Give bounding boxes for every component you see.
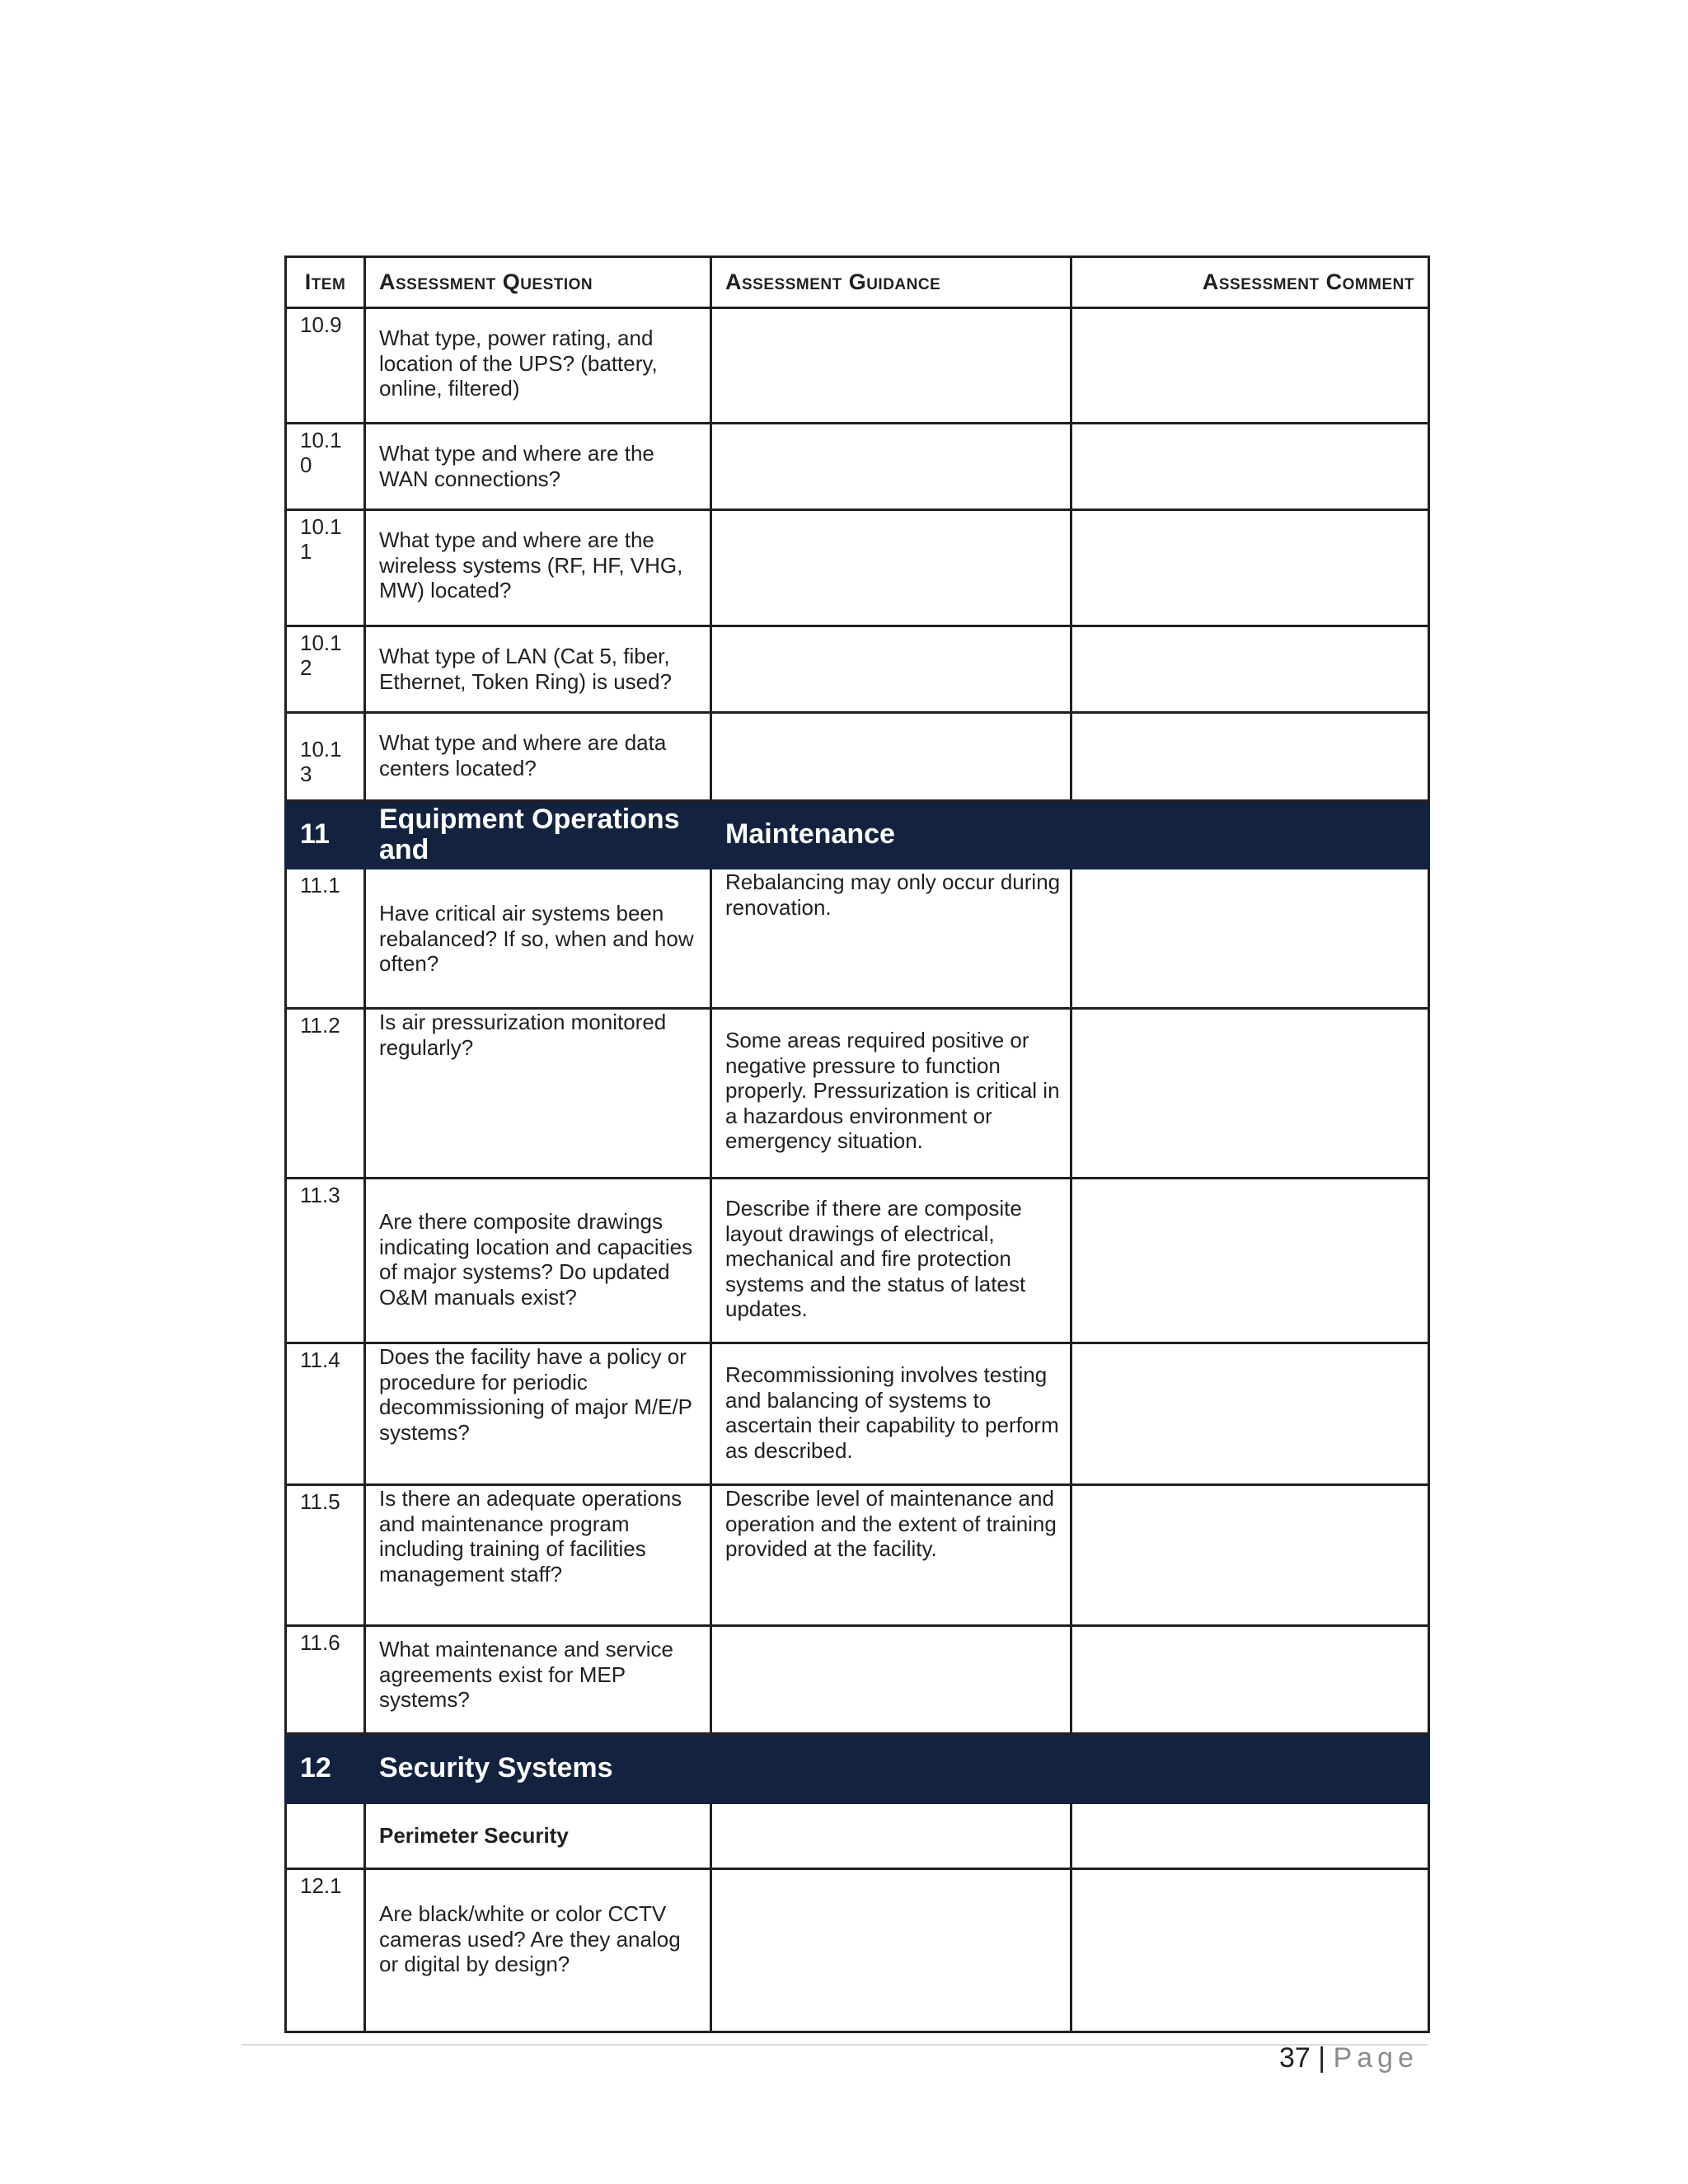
question-text: Have critical air systems been rebalanced? If so, when and how often?: [379, 901, 694, 976]
footer-divider: [241, 2044, 1428, 2046]
question-text: What type and where are data centers located?: [379, 730, 667, 780]
item-number: 12.1: [300, 1873, 342, 1898]
comment-cell[interactable]: [1071, 1009, 1429, 1179]
table-row: [286, 308, 1429, 424]
comment-cell[interactable]: [1071, 626, 1429, 713]
subheading-row: [286, 1803, 1429, 1869]
comment-cell[interactable]: [1071, 1803, 1429, 1869]
table-row: [286, 1626, 1429, 1734]
question-text: What type and where are the wireless systems (RF, HF, VHG, MW) located?: [379, 527, 683, 602]
header-item: Item: [286, 257, 365, 308]
question-text: Is there an adequate operations and maintenance program including training of facilities management staff?: [379, 1486, 682, 1586]
item-number: 10.1 3: [300, 737, 342, 786]
section-header-11: [286, 801, 1429, 869]
table-row: [286, 1343, 1429, 1485]
guidance-text: Rebalancing may only occur during renovation.: [725, 869, 1061, 920]
table-row: [286, 1869, 1429, 2032]
page-number: 37: [1279, 2042, 1311, 2074]
section-title: Security Systems: [365, 1734, 1429, 1803]
item-number: 11.3: [300, 1183, 340, 1207]
section-header-empty: [1071, 801, 1429, 869]
question-text: Are black/white or color CCTV cameras used? Are they analog or digital by design?: [379, 1901, 681, 1976]
table-row: [286, 1485, 1429, 1626]
question-text: What type and where are the WAN connections?: [379, 441, 654, 491]
item-number: 10.1 0: [300, 428, 342, 477]
subheading-perimeter-security: Perimeter Security: [379, 1823, 569, 1849]
header-question: Assessment Question: [365, 257, 711, 308]
question-text: What maintenance and service agreements exist for MEP systems?: [379, 1637, 673, 1712]
item-number: 10.9: [300, 312, 342, 337]
section-number: 12: [286, 1734, 365, 1803]
table-row: [286, 1009, 1429, 1179]
guidance-text: Some areas required positive or negative pressure to function properly. Pressurization is critical in a hazardous environment or emergency situation.: [725, 1028, 1060, 1153]
guidance-text: Describe if there are composite layout drawings of electrical, mechanical and fire protection systems and the status of latest updates.: [725, 1196, 1026, 1321]
header-comment: Assessment Comment: [1071, 257, 1429, 308]
comment-cell[interactable]: [1071, 1179, 1429, 1343]
item-number: 11.6: [300, 1630, 340, 1655]
comment-cell[interactable]: [1071, 869, 1429, 1009]
question-text: What type, power rating, and location of the UPS? (battery, online, filtered): [379, 326, 658, 401]
comment-cell[interactable]: [1071, 308, 1429, 424]
section-title: Equipment Operations and: [365, 801, 711, 869]
question-text: Are there composite drawings indicating location and capacities of major systems? Do updated O&M manuals exist?: [379, 1209, 693, 1310]
comment-cell[interactable]: [1071, 1626, 1429, 1734]
comment-cell[interactable]: [1071, 713, 1429, 801]
page-separator: |: [1318, 2042, 1326, 2074]
table-row: [286, 1179, 1429, 1343]
header-guidance: Assessment Guidance: [711, 257, 1071, 308]
comment-cell[interactable]: [1071, 1869, 1429, 2032]
item-number: 11.2: [300, 1013, 340, 1038]
comment-cell[interactable]: [1071, 1343, 1429, 1485]
section-title-continuation: Maintenance: [711, 801, 1071, 869]
section-header-12: [286, 1734, 1429, 1803]
question-text: Is air pressurization monitored regularly?: [379, 1010, 667, 1060]
comment-cell[interactable]: [1071, 424, 1429, 510]
table-row: [286, 869, 1429, 1009]
item-number: 11.5: [300, 1489, 340, 1514]
guidance-text: Recommissioning involves testing and balancing of systems to ascertain their capability to perform as described.: [725, 1362, 1059, 1463]
table-header-row: [286, 257, 1429, 308]
table-row: [286, 424, 1429, 510]
item-number: 10.1 1: [300, 514, 342, 564]
question-text: Does the facility have a policy or procedure for periodic decommissioning of major M/E/P systems?: [379, 1344, 692, 1445]
item-number: 10.1 2: [300, 630, 342, 680]
assessment-table: [284, 255, 1430, 2033]
comment-cell[interactable]: [1071, 510, 1429, 626]
table-row: [286, 626, 1429, 713]
guidance-text: Describe level of maintenance and operation and the extent of training provided at the facility.: [725, 1486, 1057, 1561]
section-number: 11: [286, 801, 365, 869]
table-row: [286, 713, 1429, 801]
question-text: What type of LAN (Cat 5, fiber, Ethernet, Token Ring) is used?: [379, 644, 673, 694]
item-number: 11.4: [300, 1347, 340, 1372]
table-row: [286, 510, 1429, 626]
item-number: 11.1: [300, 873, 340, 898]
page-footer: [1279, 2042, 1418, 2074]
page-word: Page: [1333, 2042, 1418, 2074]
comment-cell[interactable]: [1071, 1485, 1429, 1626]
